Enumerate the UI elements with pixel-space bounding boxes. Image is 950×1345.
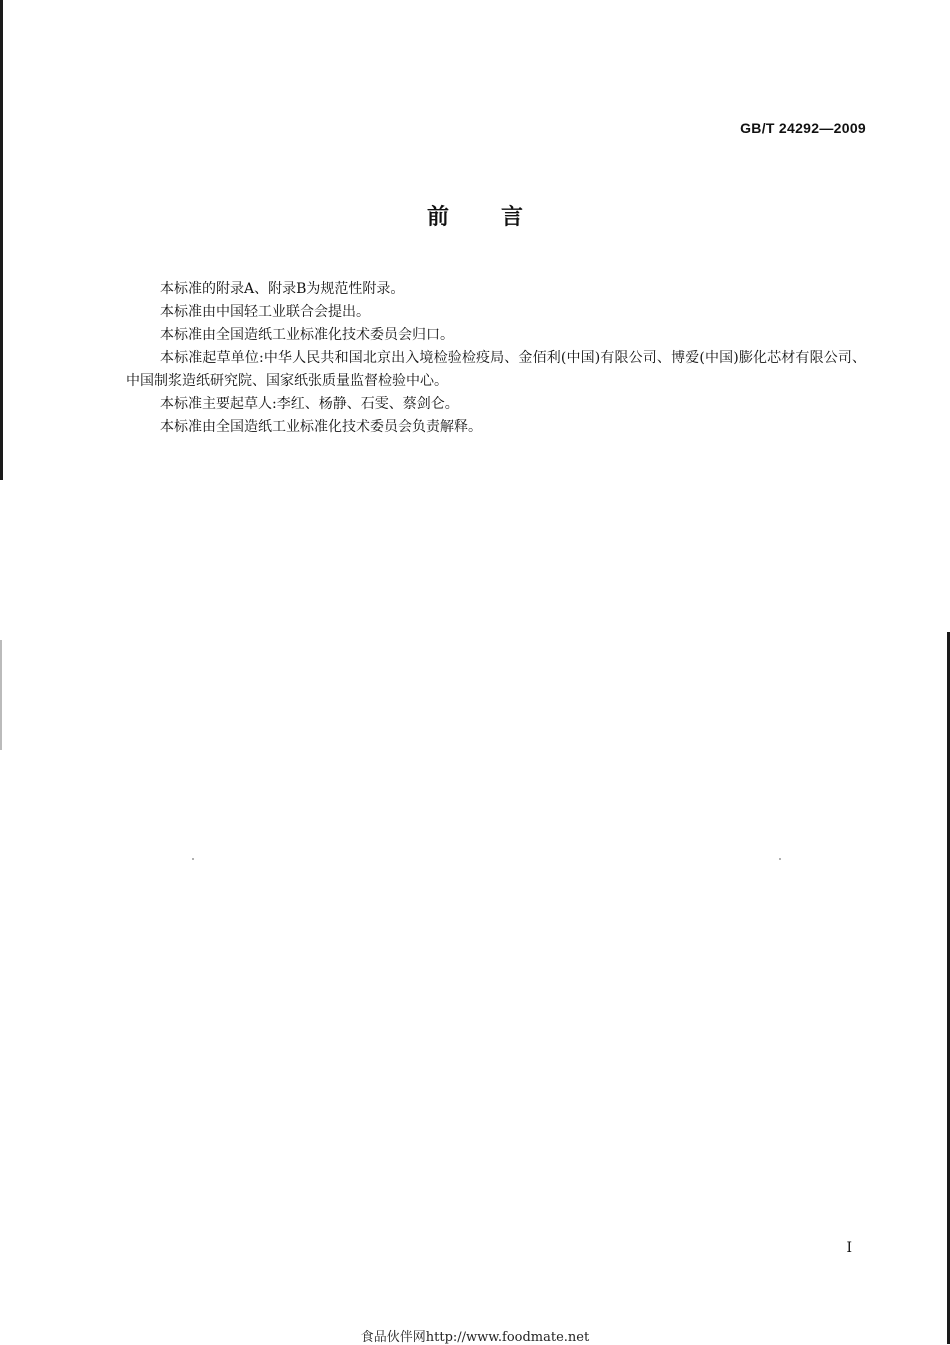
paragraph-proposer: 本标准由中国轻工业联合会提出。 [160, 304, 370, 320]
scan-edge-left-faint [0, 640, 2, 750]
scan-edge-left [0, 0, 3, 480]
paragraph-drafting-units: 本标准起草单位:中华人民共和国北京出入境检验检疫局、金佰利(中国)有限公司、博爱(中国)膨化芯材有限公司、中国制浆造纸研究院、国家纸张质量监督检验中心。 [126, 350, 866, 389]
scan-speck [779, 858, 781, 860]
scan-speck [192, 858, 194, 860]
paragraph-committee: 本标准由全国造纸工业标准化技术委员会归口。 [160, 327, 454, 343]
standard-number: GB/T 24292—2009 [740, 120, 866, 136]
page-title: 前言 [426, 205, 575, 230]
footer-watermark: 食品伙伴网http://www.foodmate.net [360, 1330, 590, 1345]
paragraph-drafters: 本标准主要起草人:李红、杨静、石雯、蔡剑仑。 [160, 396, 459, 412]
page-number: I [846, 1240, 852, 1256]
paragraph-appendix: 本标准的附录A、附录B为规范性附录。 [160, 281, 405, 297]
preface-body [126, 278, 866, 439]
paragraph-interpretation: 本标准由全国造纸工业标准化技术委员会负责解释。 [160, 419, 482, 435]
